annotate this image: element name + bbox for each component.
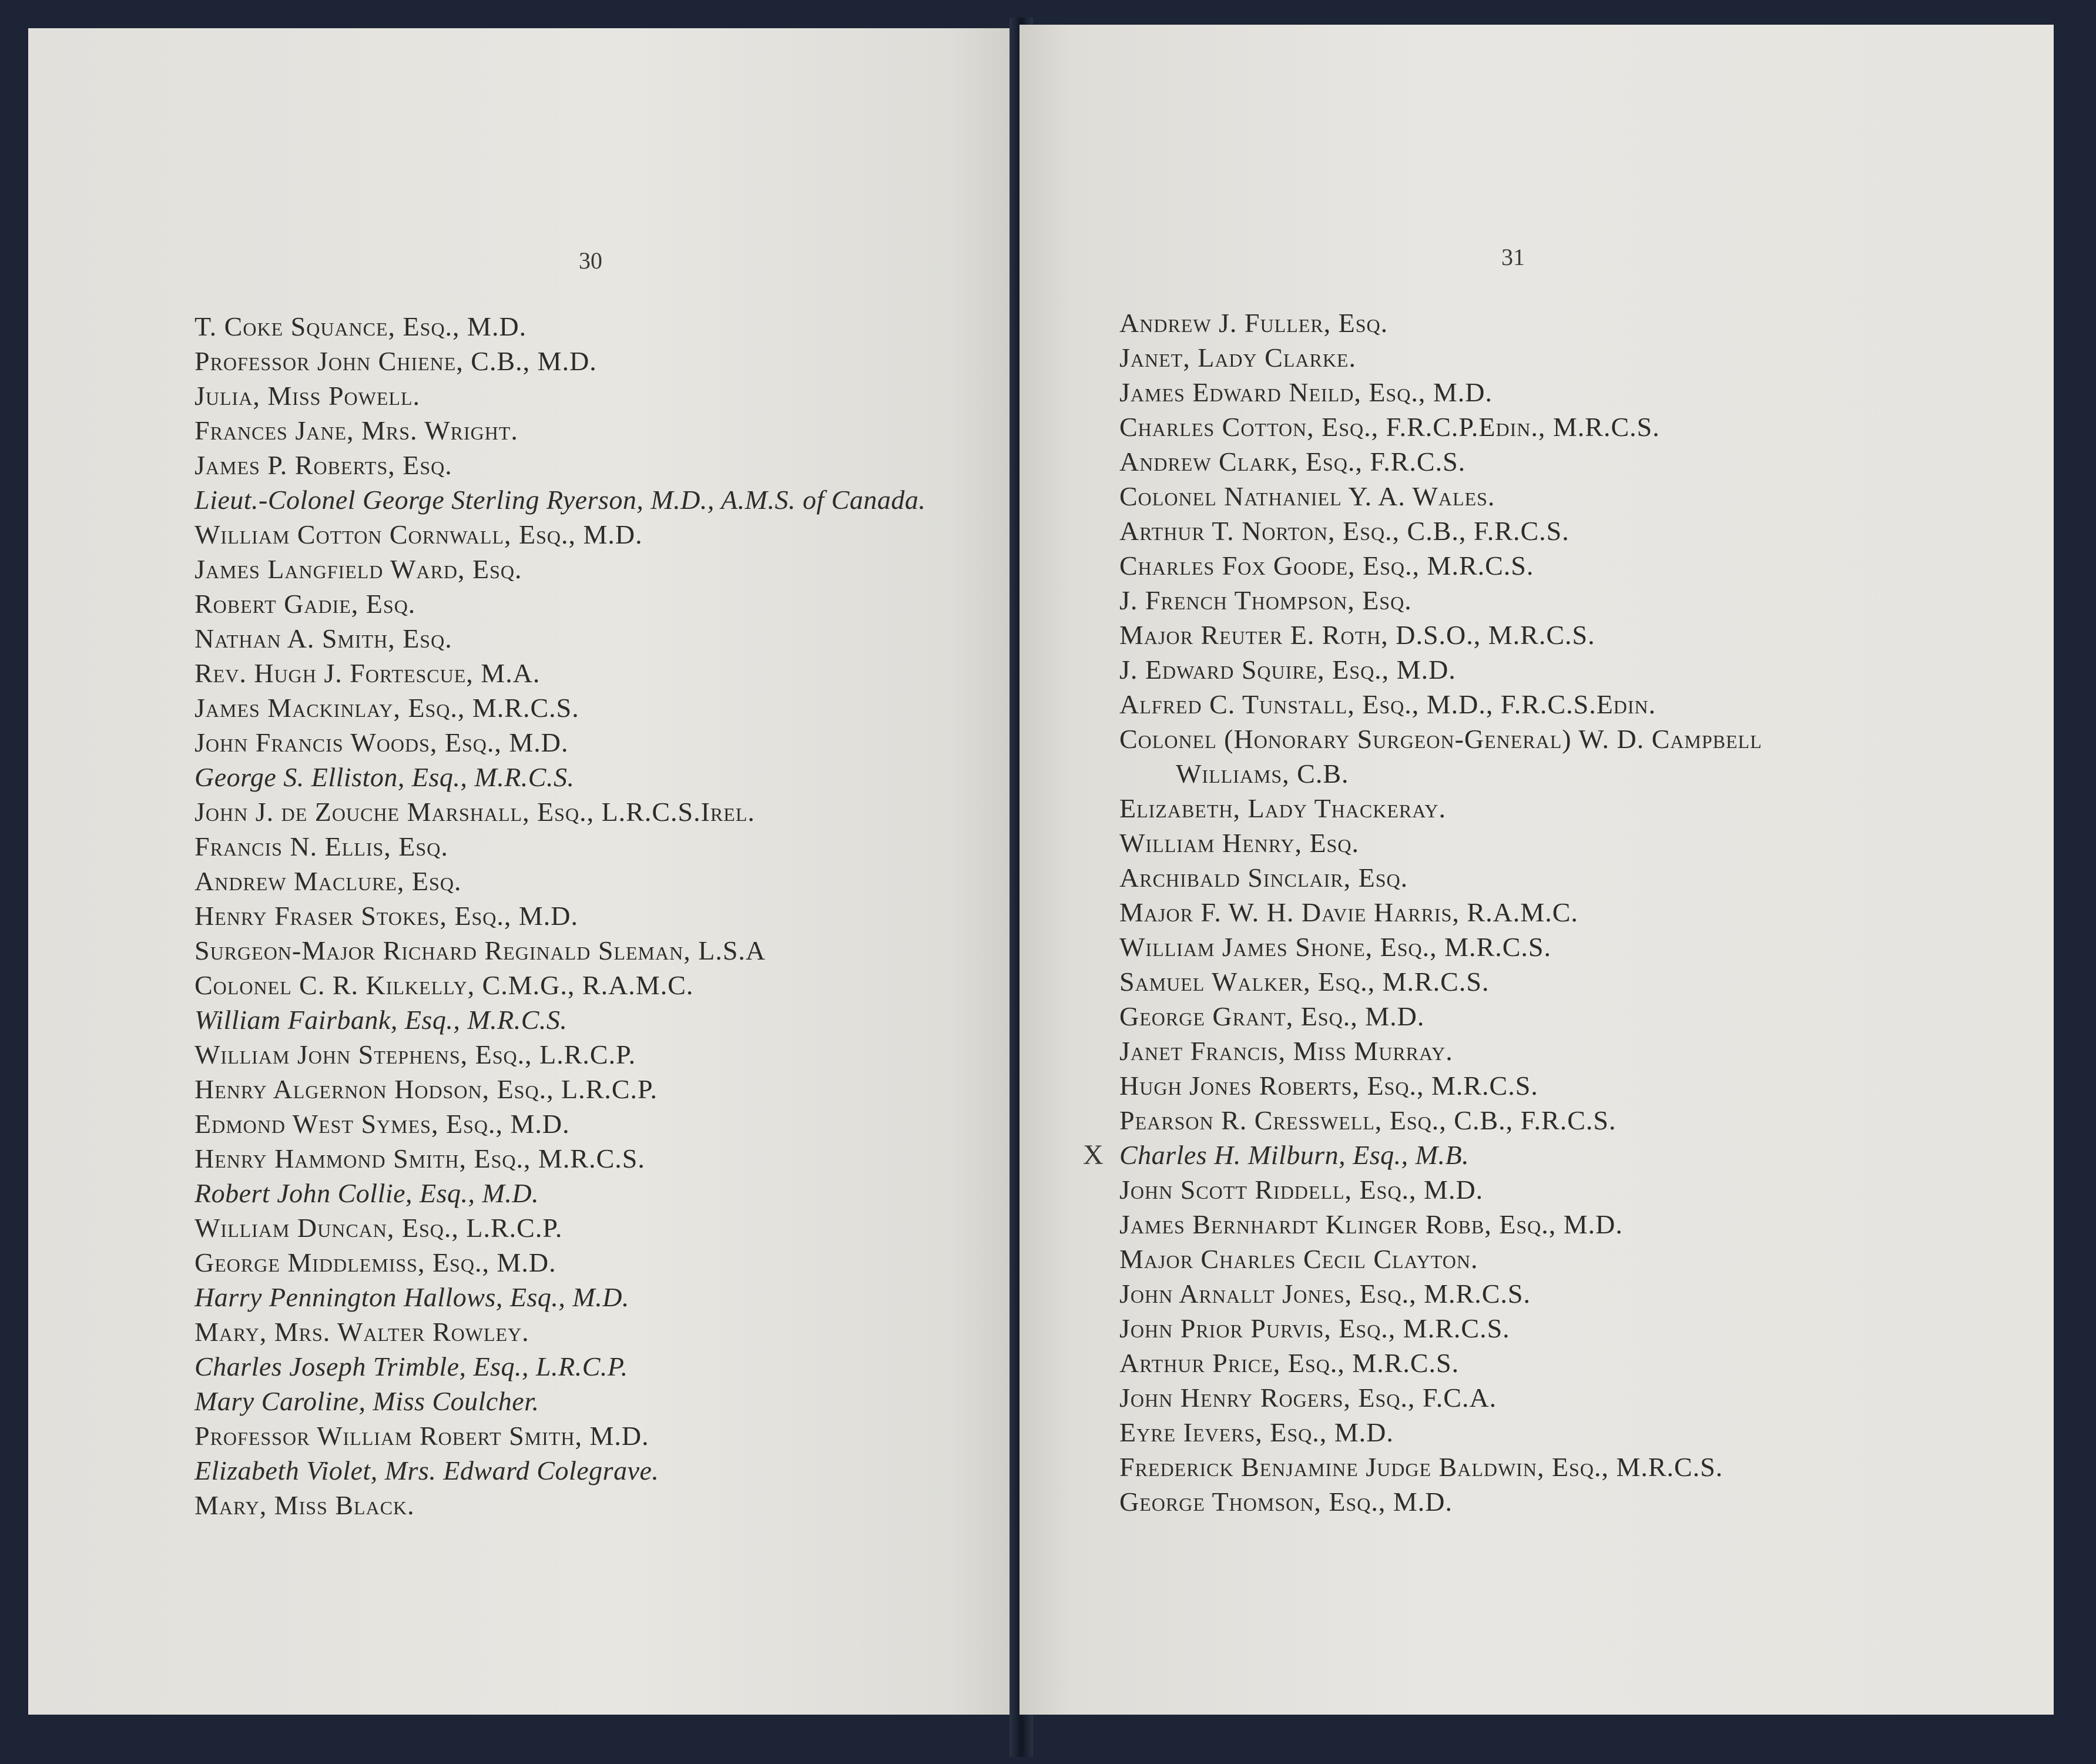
entry-text: Mary, Miss Black.: [194, 1490, 415, 1520]
list-item: [1119, 1276, 2036, 1311]
entry-text: John Francis Woods, Esq., M.D.: [194, 727, 569, 757]
list-item: [194, 1106, 1041, 1141]
list-item: [1119, 340, 2036, 375]
entry-text: Professor John Chiene, C.B., M.D.: [194, 346, 597, 376]
entry-text: Robert Gadie, Esq.: [194, 589, 416, 619]
list-item: [1119, 1346, 2036, 1380]
list-item: [1119, 1068, 2036, 1103]
list-item: [194, 933, 1041, 968]
entry-text: Edmond West Symes, Esq., M.D.: [194, 1109, 570, 1139]
list-item: [1119, 860, 2036, 895]
entry-text: Hugh Jones Roberts, Esq., M.R.C.S.: [1119, 1071, 1538, 1101]
entry-text: George S. Elliston, Esq., M.R.C.S.: [194, 762, 575, 792]
list-item: [194, 1349, 1041, 1384]
entry-text: Henry Algernon Hodson, Esq., L.R.C.P.: [194, 1074, 658, 1104]
list-item: [194, 1176, 1041, 1210]
page-number: 30: [579, 247, 602, 274]
entry-text: Major F. W. H. Davie Harris, R.A.M.C.: [1119, 897, 1578, 927]
list-item: [1119, 444, 2036, 479]
list-item: [1119, 930, 2036, 964]
list-item: [194, 413, 1041, 448]
list-item: [194, 586, 1041, 621]
entry-text: George Middlemiss, Esq., M.D.: [194, 1247, 556, 1277]
entry-text: Pearson R. Cresswell, Esq., C.B., F.R.C.S.: [1119, 1105, 1617, 1135]
list-item: [194, 621, 1041, 656]
entry-text: Mary, Mrs. Walter Rowley.: [194, 1317, 529, 1347]
entry-text: James P. Roberts, Esq.: [194, 450, 452, 480]
list-item: [194, 482, 1041, 517]
entry-text: Major Charles Cecil Clayton.: [1119, 1244, 1478, 1274]
list-item: [1119, 1207, 2036, 1242]
entry-text: John Henry Rogers, Esq., F.C.A.: [1119, 1383, 1497, 1413]
list-item: [194, 1141, 1041, 1176]
entry-text: Colonel (Honorary Surgeon-General) W. D. Campbell: [1119, 724, 1762, 754]
list-item: [194, 898, 1041, 933]
entry-text: Mary Caroline, Miss Coulcher.: [194, 1386, 539, 1416]
entry-text: T. Coke Squance, Esq., M.D.: [194, 311, 527, 341]
list-item: [1119, 826, 2036, 860]
list-item: [194, 1453, 1041, 1488]
list-item: [194, 309, 1041, 344]
entry-text: Arthur Price, Esq., M.R.C.S.: [1119, 1348, 1460, 1378]
list-item: [1119, 583, 2036, 618]
list-item: [194, 690, 1041, 725]
entry-text: Francis N. Ellis, Esq.: [194, 831, 448, 861]
entry-text: William Henry, Esq.: [1119, 828, 1359, 858]
list-item: [194, 725, 1041, 760]
entry-text: William Duncan, Esq., L.R.C.P.: [194, 1213, 563, 1243]
list-item: [1119, 652, 2036, 687]
entry-text: Frederick Benjamine Judge Baldwin, Esq., M.R.C.S.: [1119, 1452, 1723, 1482]
list-item: [194, 448, 1041, 482]
name-list: [194, 309, 1041, 1522]
entry-text: John Scott Riddell, Esq., M.D.: [1119, 1175, 1484, 1205]
list-item: [1083, 1138, 2036, 1172]
list-item: [194, 1418, 1041, 1453]
name-list: [1083, 306, 2036, 1519]
entry-text: James Mackinlay, Esq., M.R.C.S.: [194, 693, 579, 723]
entry-text: Frances Jane, Mrs. Wright.: [194, 415, 518, 445]
entry-text: Andrew J. Fuller, Esq.: [1119, 308, 1389, 338]
list-item-continuation: [1119, 756, 2036, 791]
entry-text: Harry Pennington Hallows, Esq., M.D.: [194, 1282, 629, 1312]
entry-text: J. French Thompson, Esq.: [1119, 585, 1412, 615]
entry-text: Major Reuter E. Roth, D.S.O., M.R.C.S.: [1119, 620, 1595, 650]
list-item: [194, 968, 1041, 1002]
list-item: [194, 1488, 1041, 1522]
list-item: [194, 517, 1041, 552]
list-item: [1119, 722, 2036, 756]
list-item: [194, 1072, 1041, 1106]
entry-text: Andrew Maclure, Esq.: [194, 866, 462, 896]
handwritten-x-mark: X: [1083, 1139, 1104, 1171]
entry-text: Surgeon-Major Richard Reginald Sleman, L.S.A: [194, 935, 766, 965]
list-item: [1119, 1450, 2036, 1484]
entry-text: George Grant, Esq., M.D.: [1119, 1001, 1425, 1031]
entry-text: Lieut.-Colonel George Sterling Ryerson, M.D., A.M.S. of Canada.: [194, 485, 926, 515]
right-page: [1020, 25, 2054, 1715]
entry-text: Robert John Collie, Esq., M.D.: [194, 1178, 539, 1208]
entry-text: Archibald Sinclair, Esq.: [1119, 863, 1408, 893]
list-item: [194, 552, 1041, 586]
list-item: [194, 344, 1041, 378]
entry-text: J. Edward Squire, Esq., M.D.: [1119, 655, 1456, 685]
list-item: [1119, 1242, 2036, 1276]
list-item: [1119, 375, 2036, 410]
entry-text: John Prior Purvis, Esq., M.R.C.S.: [1119, 1313, 1510, 1343]
list-item: [1119, 1311, 2036, 1346]
list-item: [1119, 618, 2036, 652]
entry-text: Julia, Miss Powell.: [194, 381, 421, 411]
list-item: [194, 1210, 1041, 1245]
entry-text: Elizabeth Violet, Mrs. Edward Colegrave.: [194, 1456, 659, 1485]
entry-text: Alfred C. Tunstall, Esq., M.D., F.R.C.S.Edin.: [1119, 689, 1656, 719]
entry-text: John J. de Zouche Marshall, Esq., L.R.C.S.Irel.: [194, 797, 755, 827]
list-item: [1119, 1484, 2036, 1519]
list-item: [1119, 548, 2036, 583]
entry-text: Andrew Clark, Esq., F.R.C.S.: [1119, 447, 1466, 477]
entry-text: William James Shone, Esq., M.R.C.S.: [1119, 932, 1552, 962]
entry-text: John Arnallt Jones, Esq., M.R.C.S.: [1119, 1279, 1531, 1309]
list-item: [194, 1314, 1041, 1349]
entry-text: James Bernhardt Klinger Robb, Esq., M.D.: [1119, 1209, 1623, 1239]
entry-text: Henry Fraser Stokes, Esq., M.D.: [194, 901, 579, 931]
list-item: [1119, 1380, 2036, 1415]
list-item: [194, 1002, 1041, 1037]
entry-text: George Thomson, Esq., M.D.: [1119, 1487, 1453, 1517]
list-item: [194, 378, 1041, 413]
list-item: [1119, 514, 2036, 548]
entry-text: Janet Francis, Miss Murray.: [1119, 1036, 1453, 1066]
list-item: [194, 1280, 1041, 1314]
entry-text: Charles Joseph Trimble, Esq., L.R.C.P.: [194, 1351, 628, 1381]
entry-text: Charles Fox Goode, Esq., M.R.C.S.: [1119, 551, 1534, 581]
list-item: [1119, 1103, 2036, 1138]
entry-text: Nathan A. Smith, Esq.: [194, 623, 452, 653]
list-item: [194, 1245, 1041, 1280]
entry-text: Colonel C. R. Kilkelly, C.M.G., R.A.M.C.: [194, 970, 694, 1000]
list-item: [1119, 1172, 2036, 1207]
entry-text: Janet, Lady Clarke.: [1119, 343, 1356, 373]
list-item: [194, 760, 1041, 794]
entry-text: Elizabeth, Lady Thackeray.: [1119, 793, 1447, 823]
list-item: [194, 656, 1041, 690]
list-item: [194, 1384, 1041, 1418]
list-item: [1119, 479, 2036, 514]
entry-text: William Cotton Cornwall, Esq., M.D.: [194, 519, 643, 549]
entry-text: Rev. Hugh J. Fortescue, M.A.: [194, 658, 541, 688]
list-item: [1119, 410, 2036, 444]
list-item: [194, 1037, 1041, 1072]
entry-text: James Edward Neild, Esq., M.D.: [1119, 377, 1493, 407]
entry-text: Charles H. Milburn, Esq., M.B.: [1119, 1140, 1470, 1170]
page-number: 31: [1501, 244, 1525, 270]
list-item: [1119, 791, 2036, 826]
entry-text: Williams, C.B.: [1176, 759, 1349, 789]
list-item: [194, 864, 1041, 898]
list-item: [1119, 1415, 2036, 1450]
entry-text: James Langfield Ward, Esq.: [194, 554, 522, 584]
left-page: [28, 28, 1018, 1715]
list-item: [1119, 306, 2036, 340]
list-item: [1119, 687, 2036, 722]
entry-text: Charles Cotton, Esq., F.R.C.P.Edin., M.R.C.S.: [1119, 412, 1660, 442]
entry-text: Samuel Walker, Esq., M.R.C.S.: [1119, 967, 1490, 997]
entry-text: Henry Hammond Smith, Esq., M.R.C.S.: [194, 1143, 645, 1173]
list-item: [194, 794, 1041, 829]
list-item: [194, 829, 1041, 864]
list-item: [1119, 999, 2036, 1034]
entry-text: Colonel Nathaniel Y. A. Wales.: [1119, 481, 1495, 511]
list-item: [1119, 895, 2036, 930]
entry-text: Eyre Ievers, Esq., M.D.: [1119, 1417, 1394, 1447]
entry-text: William Fairbank, Esq., M.R.C.S.: [194, 1005, 568, 1035]
list-item: [1119, 964, 2036, 999]
entry-text: Professor William Robert Smith, M.D.: [194, 1421, 649, 1451]
list-item: [1119, 1034, 2036, 1068]
entry-text: Arthur T. Norton, Esq., C.B., F.R.C.S.: [1119, 516, 1570, 546]
entry-text: William John Stephens, Esq., L.R.C.P.: [194, 1039, 636, 1069]
